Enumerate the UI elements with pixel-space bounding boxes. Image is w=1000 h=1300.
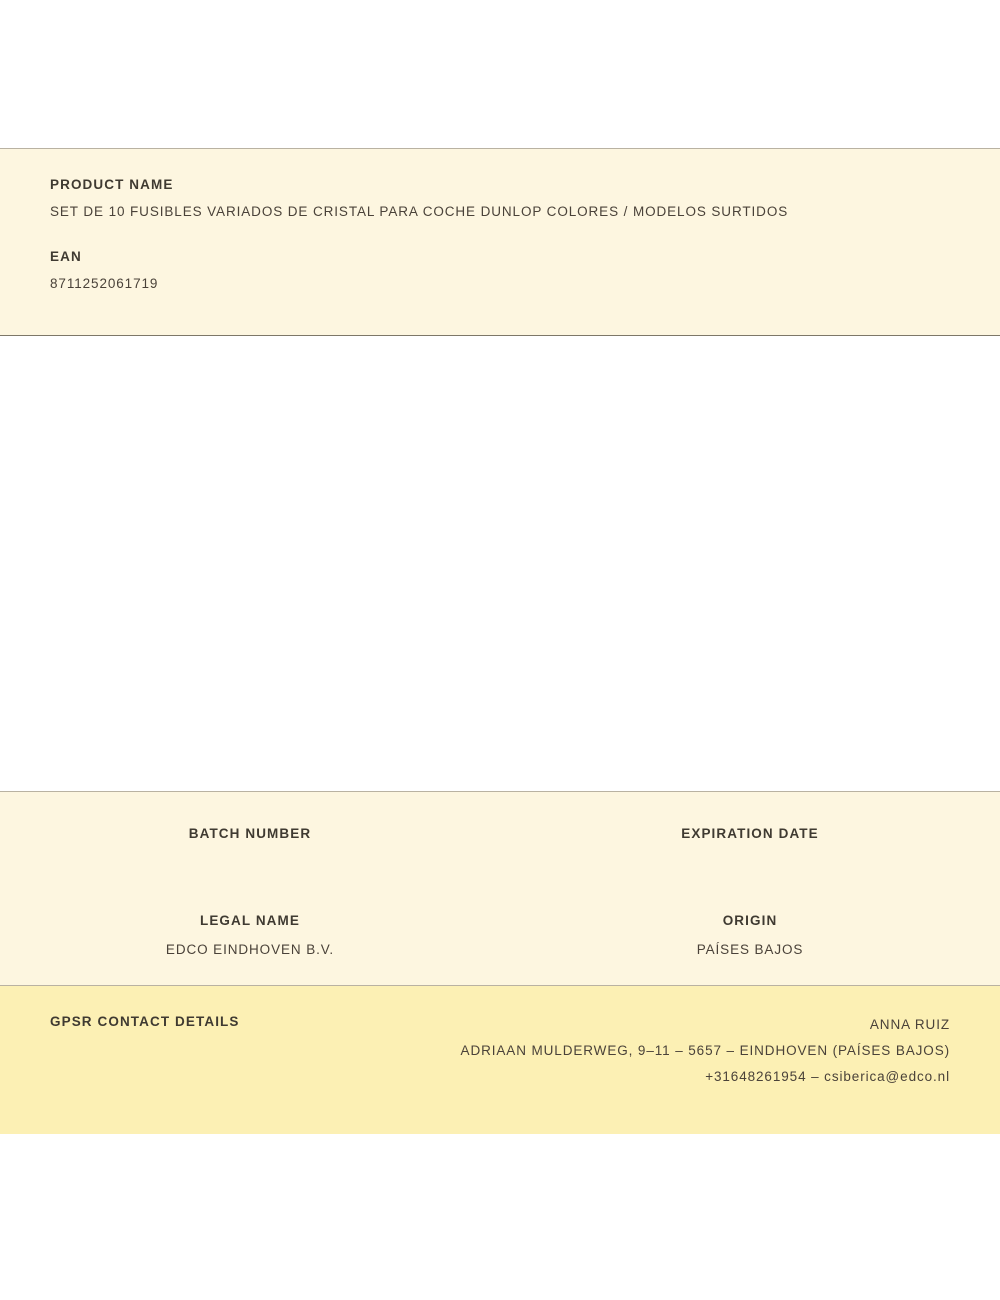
gpsr-contact-values [461,1012,950,1090]
batch-legal-section [0,791,1000,986]
batch-number-label: BATCH NUMBER [188,826,312,841]
ean-value: 8711252061719 [50,276,159,291]
expiration-date-value [500,841,1000,857]
origin-value: PAÍSES BAJOS [696,942,804,957]
origin-column [500,913,1000,958]
blank-content-area [0,336,1000,791]
ean-label: EAN [50,249,82,264]
gpsr-contact-address: ADRIAAN MULDERWEG, 9–11 – 5657 – EINDHOVEN (PAÍSES BAJOS) [460,1043,950,1058]
batch-number-column [0,826,500,857]
batch-expiration-row [0,826,1000,857]
legal-name-column [0,913,500,958]
label-value-spacer [0,928,500,942]
legal-name-value: EDCO EINDHOVEN B.V. [165,942,335,957]
gpsr-contact-label: GPSR CONTACT DETAILS [50,1014,240,1029]
expiration-date-label: EXPIRATION DATE [681,826,819,841]
batch-number-value [0,841,500,857]
origin-label: ORIGIN [722,913,778,928]
legal-origin-row [0,913,1000,958]
top-whitespace [0,0,1000,148]
product-name-value: SET DE 10 FUSIBLES VARIADOS DE CRISTAL PARA COCHE DUNLOP COLORES / MODELOS SURTIDOS [50,204,789,219]
product-details-section [0,148,1000,336]
product-name-label: PRODUCT NAME [50,177,174,192]
label-value-spacer [500,928,1000,942]
section-spacer [50,219,950,249]
expiration-date-column [500,826,1000,857]
legal-name-label: LEGAL NAME [199,913,300,928]
gpsr-contact-phone-email: +31648261954 – csiberica@edco.nl [705,1069,950,1084]
bottom-whitespace [0,1134,1000,1300]
row-spacer [0,857,1000,913]
gpsr-contact-section [0,986,1000,1134]
gpsr-contact-name: ANNA RUIZ [869,1017,950,1032]
